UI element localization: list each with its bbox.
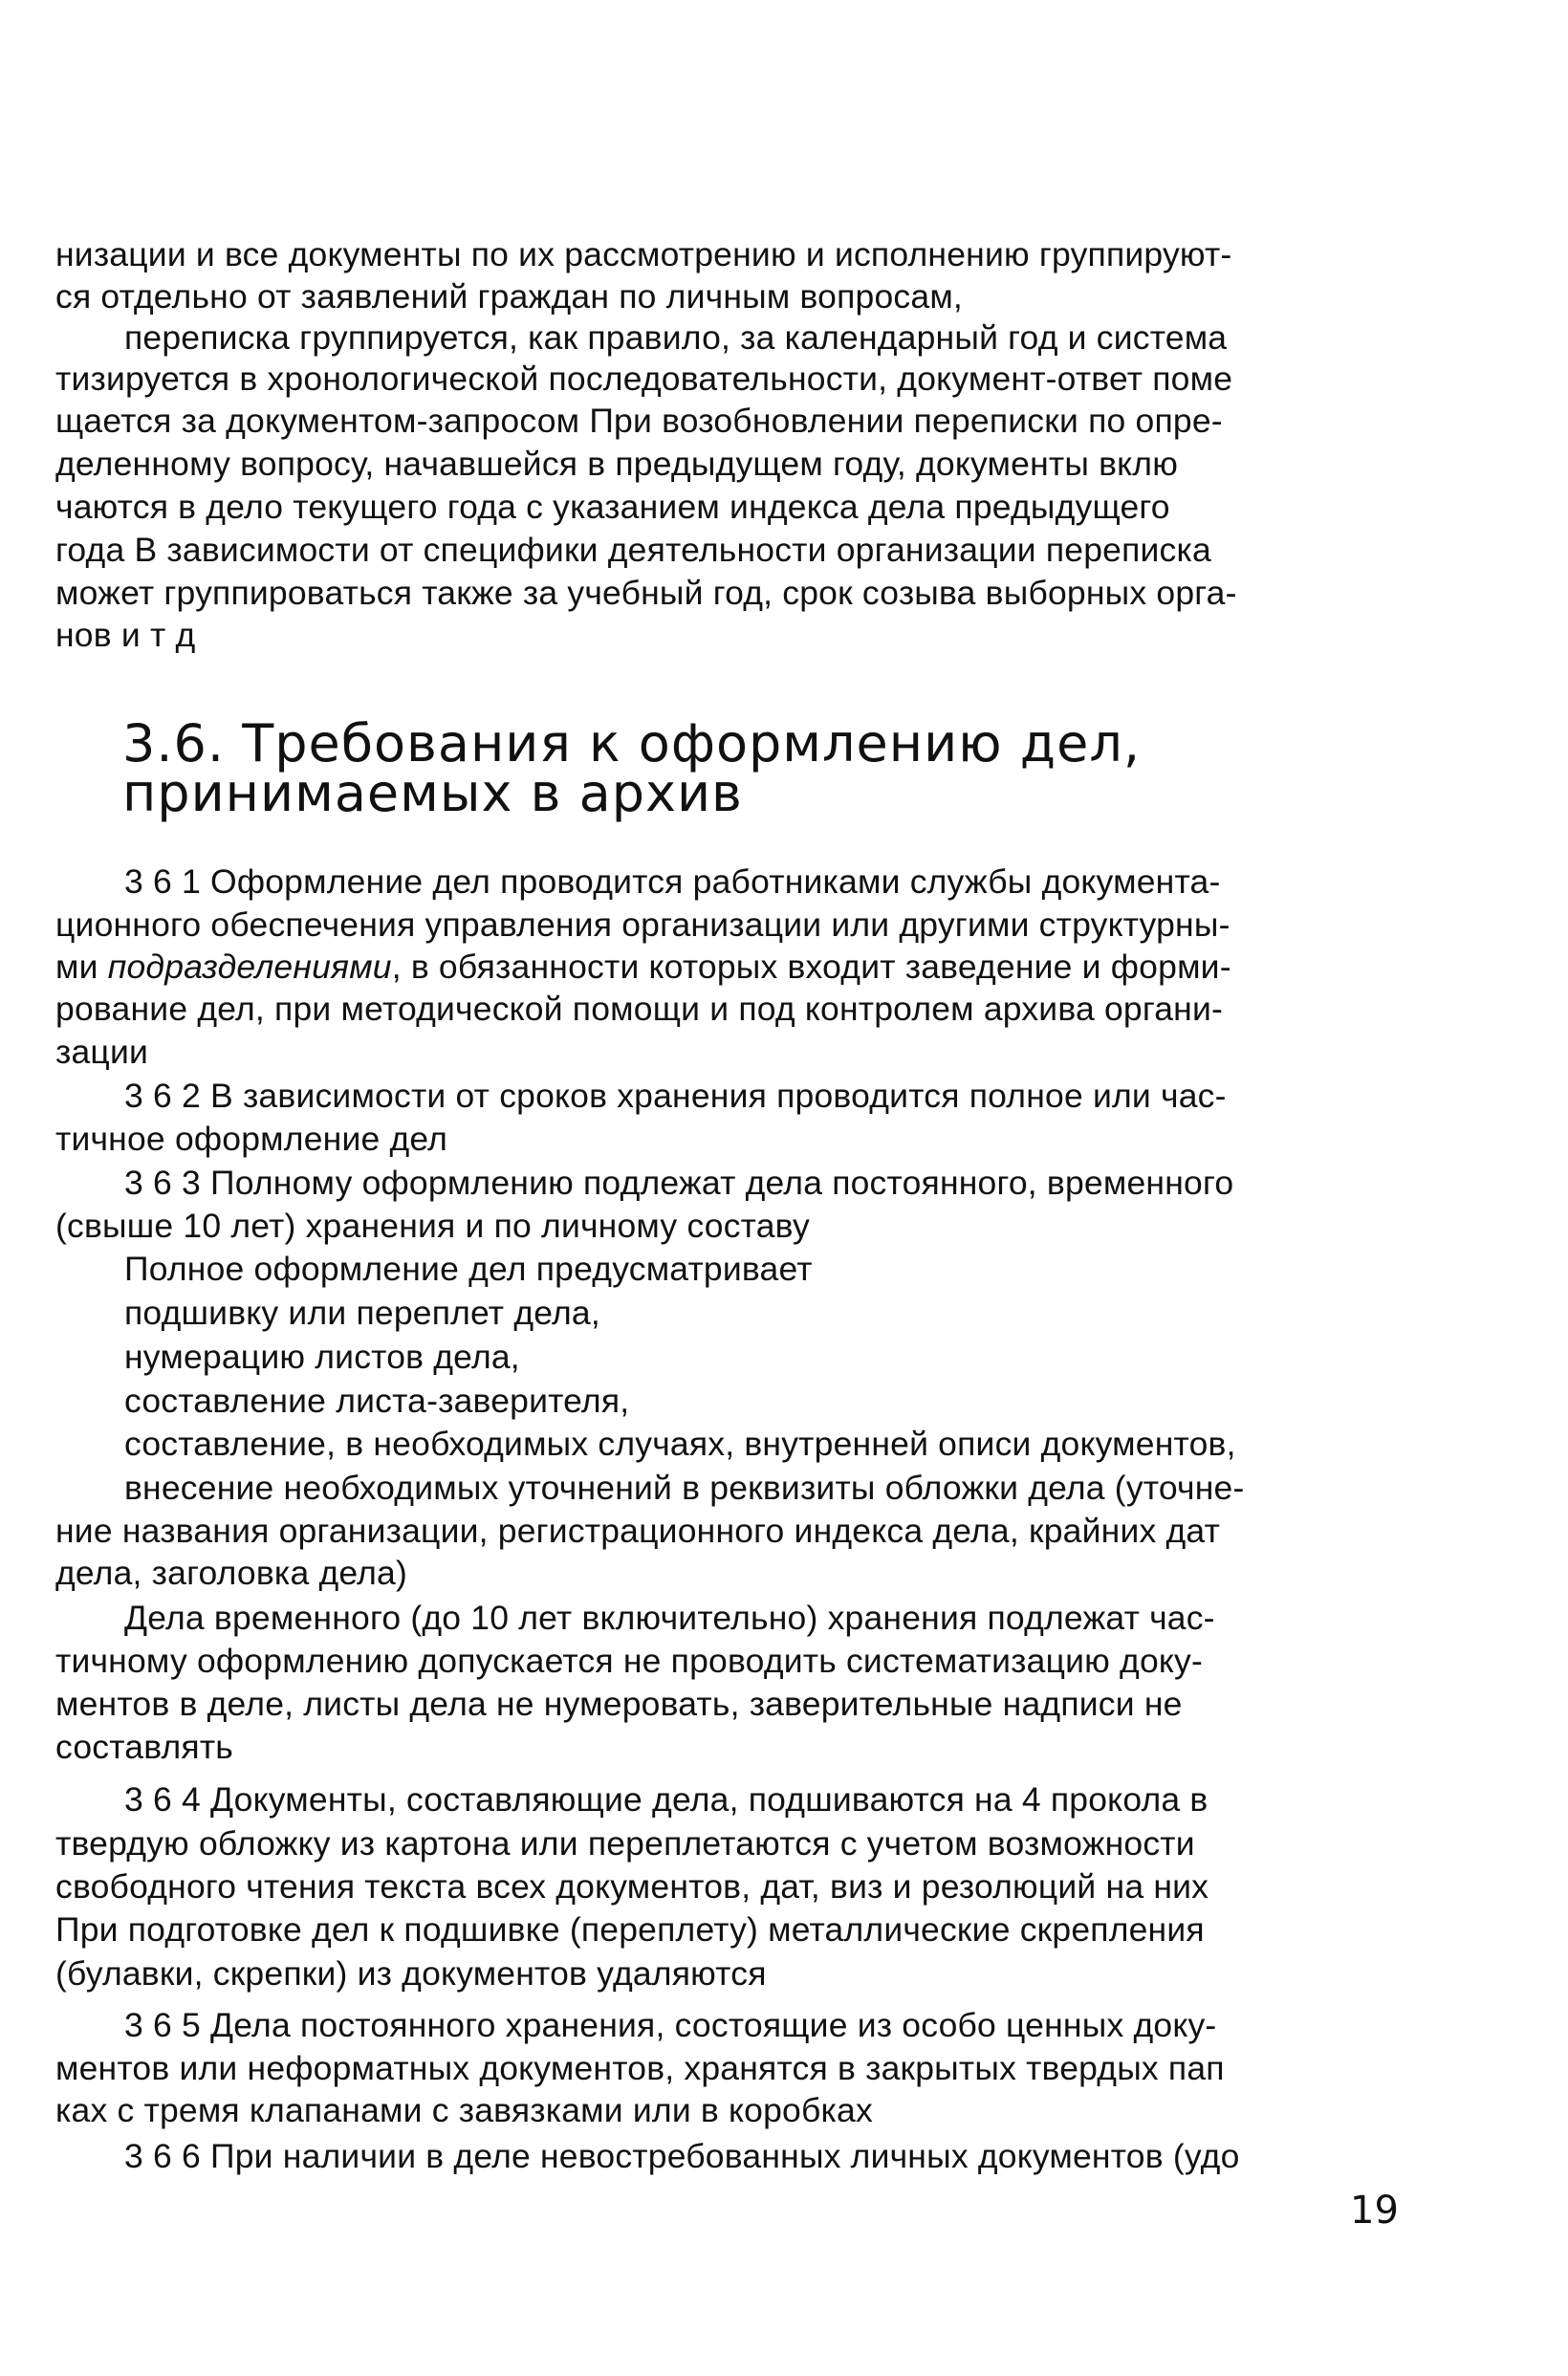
list-item: нумерацию листов дела, xyxy=(124,1338,520,1376)
text-line: рование дел, при методической помощи и под контролем архива органи- xyxy=(55,990,1224,1028)
text-line: 3 6 6 При наличии в деле невостребованных личных документов (удо xyxy=(124,2137,1240,2175)
text-line: ментов в деле, листы дела не нумеровать, заверительные надписи не xyxy=(55,1685,1183,1723)
text-line: тичному оформлению допускается не проводить систематизацию доку- xyxy=(55,1642,1204,1680)
text-line: свободного чтения текста всех документов, дат, виз и резолюций на них xyxy=(55,1867,1209,1906)
text-line: 3 6 3 Полному оформлению подлежат дела постоянного, временного xyxy=(124,1164,1234,1202)
italic-term: подразделениями xyxy=(107,948,392,986)
text-line: При подготовке дел к подшивке (переплету) металлические скрепления xyxy=(55,1910,1205,1949)
text-line: тичное оформление дел xyxy=(55,1120,448,1158)
list-item: подшивку или переплет дела, xyxy=(124,1294,600,1332)
text-line: твердую обложку из картона или переплетаются с учетом возможности xyxy=(55,1824,1195,1863)
text-line: составлять xyxy=(55,1728,233,1766)
text-line: 3 6 4 Документы, составляющие дела, подшиваются на 4 прокола в xyxy=(124,1780,1209,1819)
text-line: года В зависимости от специфики деятельности организации переписка xyxy=(55,531,1211,569)
text-line: ние названия организации, регистрационного индекса дела, крайних дат xyxy=(55,1512,1221,1550)
list-item: составление листа-заверителя, xyxy=(124,1382,630,1420)
text-line: ментов или неформатных документов, хранятся в закрытых твердых пап xyxy=(55,2049,1225,2087)
text-line: чаются в дело текущего года с указанием индекса дела предыдущего xyxy=(55,488,1170,526)
text-line: щается за документом-запросом При возобновлении переписки по опре- xyxy=(55,402,1223,440)
text-line: 3 6 5 Дела постоянного хранения, состоящие из особо ценных доку- xyxy=(124,2006,1217,2044)
text-line: Дела временного (до 10 лет включительно) хранения подлежат час- xyxy=(124,1599,1215,1637)
text-line: деленному вопросу, начавшейся в предыдущем году, документы вклю xyxy=(55,445,1179,483)
text-line: ционного обеспечения управления организации или другими структурны- xyxy=(55,905,1230,944)
list-item: составление, в необходимых случаях, внутренней описи документов, xyxy=(124,1425,1236,1463)
text-line: Полное оформление дел предусматривает xyxy=(124,1250,813,1288)
text-line: переписка группируется, как правило, за календарный год и система xyxy=(124,318,1228,357)
text-line: 3 6 2 В зависимости от сроков хранения проводится полное или час- xyxy=(124,1077,1227,1115)
text-line: низации и все документы по их рассмотрению и исполнению группируют- xyxy=(55,235,1232,273)
text-line: ся отдельно от заявлений граждан по личным вопросам, xyxy=(55,277,963,316)
list-item: внесение необходимых уточнений в реквизиты обложки дела (уточне- xyxy=(124,1469,1245,1507)
text-line: может группироваться также за учебный год, срок созыва выборных орга- xyxy=(55,574,1237,612)
text-fragment: , в обязанности которых входит заведение и форми- xyxy=(391,948,1231,986)
text-line: зации xyxy=(55,1033,149,1071)
text-line: дела, заголовка дела) xyxy=(55,1554,408,1592)
text-line: тизируется в хронологической последовательности, документ-ответ поме xyxy=(55,360,1233,398)
section-heading-line-1: 3.6. Требования к оформлению дел, xyxy=(122,713,1142,774)
text-line: (свыше 10 лет) хранения и по личному составу xyxy=(55,1207,810,1245)
text-line: ках с тремя клапанами с завязками или в коробках xyxy=(55,2091,873,2129)
section-heading-line-2: принимаемых в архив xyxy=(122,763,743,823)
text-line-mixed xyxy=(55,948,1413,986)
text-fragment: ми xyxy=(55,948,108,986)
page-number: 19 xyxy=(1350,2189,1399,2233)
text-line: 3 6 1 Оформление дел проводится работниками службы документа- xyxy=(124,862,1221,901)
text-line: (булавки, скрепки) из документов удаляются xyxy=(55,1954,767,1993)
text-line: нов и т д xyxy=(55,616,196,654)
